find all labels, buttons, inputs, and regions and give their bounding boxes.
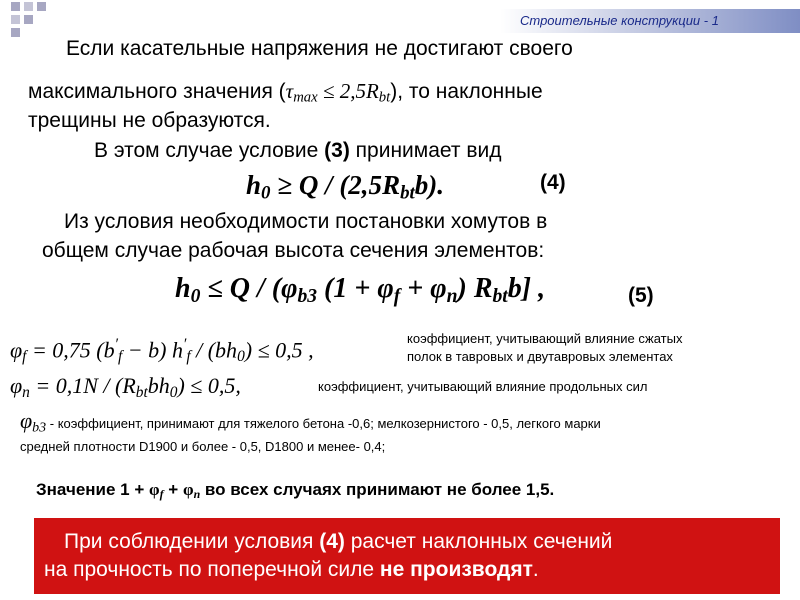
intro-text: трещины не образуются. <box>28 109 271 132</box>
formula-subscript: 0 <box>237 348 245 366</box>
stirrups-line-2 <box>42 238 544 264</box>
formula-subscript: f <box>118 348 123 366</box>
intro-text: Если касательные напряжения не достигают своего <box>66 37 573 60</box>
inequality: ≤ 2,5 <box>317 79 366 103</box>
description-line: полок в тавровых и двутавровых элементах <box>407 349 673 364</box>
tau-symbol: τ <box>285 79 294 103</box>
formula-part: ) ≤ 0,5, <box>177 373 241 398</box>
formula-symbol: φ <box>10 337 23 363</box>
formula-superscript: ′ <box>182 336 187 353</box>
conclusion-emphasis: не производят <box>379 558 533 581</box>
formula-part: = 0,75 (b <box>26 337 115 363</box>
decor-square <box>37 2 46 11</box>
equation-ref: (4) <box>319 530 345 553</box>
formula-subscript: bt <box>492 285 508 307</box>
formula-subscript: f <box>186 348 191 366</box>
formula-superscript: ′ <box>114 336 118 353</box>
phi-f-description <box>407 330 682 366</box>
condition-text: принимает вид <box>349 139 502 162</box>
formula-subscript: f <box>393 285 401 307</box>
formula-operator: ≥ <box>270 170 299 200</box>
intro-line-1 <box>66 36 573 62</box>
formula-part: (1 + φ <box>317 273 394 304</box>
formula-4 <box>246 168 444 211</box>
intro-text: ), то наклонные <box>390 80 543 103</box>
formula-subscript: 0 <box>261 182 271 204</box>
condition-intro <box>94 138 501 164</box>
equation-number: (4) <box>540 171 566 194</box>
decor-square <box>11 15 20 24</box>
equation-number-4 <box>540 170 566 196</box>
corner-decoration <box>0 0 50 50</box>
formula-subscript: b3 <box>297 285 318 307</box>
decor-square <box>24 2 33 11</box>
formula-part: ) ≤ 0,5 , <box>244 337 314 363</box>
formula-part: ) R <box>457 273 493 304</box>
phi-b3-definition <box>20 408 601 456</box>
slide-header <box>500 9 800 33</box>
decor-square <box>11 28 20 37</box>
description-line: коэффициент, учитывающий влияние продольных сил <box>318 379 648 394</box>
equation-number-5 <box>628 283 654 309</box>
formula-subscript: f <box>159 486 164 501</box>
formula-subscript: 0 <box>190 285 201 307</box>
conclusion-text: расчет наклонных сечений <box>344 530 613 553</box>
intro-line-2 <box>28 78 543 111</box>
formula-part: Q / (φ <box>229 273 298 304</box>
limit-statement <box>36 479 554 505</box>
formula-operator: + <box>163 480 183 499</box>
formula-part: b] , <box>507 273 546 304</box>
conclusion-line-2 <box>44 556 780 584</box>
conclusion-text: . <box>532 558 539 581</box>
r-symbol: R <box>365 79 379 103</box>
formula-symbol: R <box>382 170 401 200</box>
decor-square <box>24 15 33 24</box>
formula-operator: ≤ <box>200 273 230 304</box>
limit-text: Значение 1 + <box>36 480 149 499</box>
intro-line-3 <box>28 108 271 134</box>
formula-part: + φ <box>400 273 447 304</box>
formula-part: / (bh <box>190 337 238 363</box>
decor-square <box>11 2 20 11</box>
formula-symbol: φ <box>182 480 194 499</box>
formula-part: − b) h <box>122 337 183 363</box>
stirrups-text: общем случае рабочая высота сечения элементов: <box>42 239 545 262</box>
formula-subscript: n <box>446 285 458 307</box>
formula-subscript: 0 <box>169 383 178 401</box>
formula-symbol: φ <box>149 480 160 499</box>
phi-b3-line-1 <box>20 408 601 438</box>
formula-subscript: n <box>22 383 30 401</box>
limit-text: во всех случаях принимают не более 1,5. <box>200 480 555 499</box>
phi-f-formula <box>10 330 314 372</box>
conclusion-box <box>34 518 780 594</box>
formula-part: Q / (2,5 <box>298 170 383 200</box>
conclusion-line-1 <box>44 528 780 556</box>
formula-5 <box>175 271 545 315</box>
description-line: коэффициент, учитывающий влияние сжатых <box>407 331 683 346</box>
phi-n-formula <box>10 371 241 408</box>
formula-subscript: bt <box>135 383 148 401</box>
header-title-text: Строительные конструкции - 1 <box>520 13 719 28</box>
stirrups-text: Из условия необходимости постановки хомутов в <box>64 210 548 233</box>
formula-symbol: h <box>175 273 191 304</box>
formula-part: = 0,1N / (R <box>29 373 136 398</box>
condition-text: В этом случае условие <box>94 139 325 162</box>
conclusion-text: При соблюдении условия <box>64 530 320 553</box>
conclusion-text: на прочность по поперечной силе <box>44 558 380 581</box>
definition-text: - коэффициент, принимают для тяжелого бетона -0,6; мелкозернистого - 0,5, легкого марки <box>46 416 601 431</box>
formula-subscript: b3 <box>32 420 47 436</box>
formula-subscript: f <box>22 348 27 366</box>
formula-symbol: φ <box>10 373 23 398</box>
stirrups-line-1 <box>64 209 547 235</box>
formula-subscript: bt <box>400 182 415 204</box>
equation-ref: (3) <box>324 139 350 162</box>
formula-subscript: n <box>193 486 201 501</box>
formula-symbol: φ <box>20 408 33 433</box>
formula-part: b). <box>414 170 445 200</box>
phi-n-description <box>318 378 647 396</box>
intro-text: максимального значения ( <box>28 80 286 103</box>
equation-number: (5) <box>628 284 654 307</box>
tau-subscript: max <box>293 89 318 106</box>
r-subscript: bt <box>378 89 391 106</box>
formula-part: bh <box>147 373 170 398</box>
formula-symbol: h <box>246 170 262 200</box>
definition-text: средней плотности D1900 и более - 0,5, D1800 и менее- 0,4; <box>20 438 386 454</box>
